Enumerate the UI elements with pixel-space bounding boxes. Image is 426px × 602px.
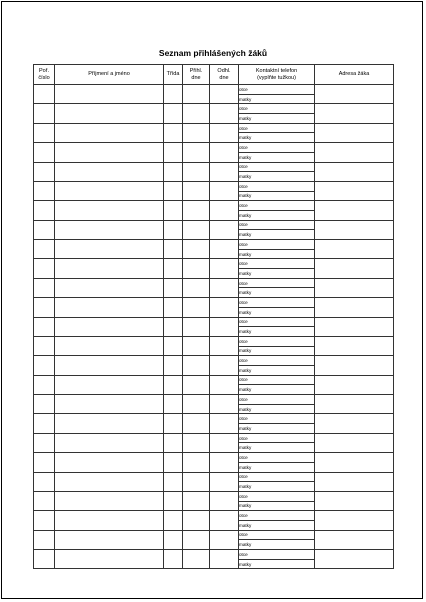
registered-date-cell[interactable] [183,123,210,142]
registered-date-cell[interactable] [183,259,210,278]
registered-date-cell[interactable] [183,491,210,510]
mother-phone-cell[interactable]: matky [239,482,315,492]
order-number-cell[interactable] [34,375,55,394]
address-cell[interactable] [315,550,394,569]
registered-date-cell[interactable] [183,162,210,181]
name-cell[interactable] [55,491,164,510]
order-number-cell[interactable] [34,511,55,530]
deregistered-date-cell[interactable] [210,395,239,414]
order-number-cell[interactable] [34,395,55,414]
name-cell[interactable] [55,356,164,375]
table-row [34,336,394,346]
deregistered-date-cell[interactable] [210,550,239,569]
class-cell[interactable] [164,375,183,394]
table-row [34,162,394,172]
class-cell[interactable] [164,491,183,510]
father-phone-cell[interactable]: otce [239,317,315,327]
address-cell[interactable] [315,375,394,394]
father-phone-cell[interactable]: otce [239,123,315,133]
mother-phone-cell[interactable]: matky [239,365,315,375]
table-row [34,491,394,501]
address-cell[interactable] [315,433,394,452]
class-cell[interactable] [164,123,183,142]
mother-phone-cell[interactable]: matky [239,520,315,530]
deregistered-date-cell[interactable] [210,511,239,530]
mother-phone-cell[interactable]: matky [239,540,315,550]
table-row [34,317,394,327]
father-phone-cell[interactable]: otce [239,240,315,250]
deregistered-date-cell[interactable] [210,433,239,452]
name-cell[interactable] [55,414,164,433]
order-number-cell[interactable] [34,298,55,317]
table-row [34,85,394,95]
class-cell[interactable] [164,453,183,472]
order-number-cell[interactable] [34,453,55,472]
order-number-cell[interactable] [34,85,55,104]
document-title: Seznam přihlášených žáků [158,48,268,58]
registered-date-cell[interactable] [183,550,210,569]
name-cell[interactable] [55,530,164,549]
order-number-cell[interactable] [34,123,55,142]
class-cell[interactable] [164,472,183,491]
order-number-cell[interactable] [34,201,55,220]
father-phone-cell[interactable]: otce [239,472,315,482]
table-row [34,453,394,463]
mother-phone-cell[interactable]: matky [239,172,315,182]
address-cell[interactable] [315,511,394,530]
order-number-cell[interactable] [34,550,55,569]
order-number-cell[interactable] [34,143,55,162]
father-phone-cell[interactable]: otce [239,259,315,269]
mother-phone-cell[interactable]: matky [239,288,315,298]
deregistered-date-cell[interactable] [210,453,239,472]
mother-phone-cell[interactable]: matky [239,191,315,201]
class-cell[interactable] [164,356,183,375]
class-cell[interactable] [164,414,183,433]
mother-phone-cell[interactable]: matky [239,404,315,414]
table-row [34,395,394,405]
deregistered-date-cell[interactable] [210,317,239,336]
order-number-cell[interactable] [34,356,55,375]
registered-date-cell[interactable] [183,472,210,491]
table-row [34,356,394,366]
deregistered-date-cell[interactable] [210,104,239,123]
father-phone-cell[interactable]: otce [239,85,315,95]
table-row [34,181,394,191]
registered-date-cell[interactable] [183,511,210,530]
order-number-cell[interactable] [34,162,55,181]
deregistered-date-cell[interactable] [210,278,239,297]
address-cell[interactable] [315,472,394,491]
registered-date-cell[interactable] [183,298,210,317]
deregistered-date-cell[interactable] [210,336,239,355]
address-cell[interactable] [315,104,394,123]
registered-date-cell[interactable] [183,530,210,549]
address-cell[interactable] [315,356,394,375]
address-cell[interactable] [315,220,394,239]
table-body [34,85,394,569]
deregistered-date-cell[interactable] [210,240,239,259]
mother-phone-cell[interactable]: matky [239,94,315,104]
father-phone-cell[interactable]: otce [239,220,315,230]
address-cell[interactable] [315,123,394,142]
mother-phone-cell[interactable]: matky [239,443,315,453]
address-cell[interactable] [315,278,394,297]
address-cell[interactable] [315,162,394,181]
registered-date-cell[interactable] [183,201,210,220]
father-phone-cell[interactable]: otce [239,162,315,172]
class-cell[interactable] [164,259,183,278]
order-number-cell[interactable] [34,181,55,200]
name-cell[interactable] [55,550,164,569]
mother-phone-cell[interactable]: matky [239,152,315,162]
mother-phone-cell[interactable]: matky [239,307,315,317]
header-contact-phone: Kontaktní telefon (vyplňte tužkou) [239,65,315,85]
class-cell[interactable] [164,298,183,317]
order-number-cell[interactable] [34,530,55,549]
deregistered-date-cell[interactable] [210,123,239,142]
class-cell[interactable] [164,104,183,123]
name-cell[interactable] [55,181,164,200]
deregistered-date-cell[interactable] [210,143,239,162]
address-cell[interactable] [315,317,394,336]
header-name: Příjmení a jméno [55,65,164,85]
deregistered-date-cell[interactable] [210,259,239,278]
deregistered-date-cell[interactable] [210,162,239,181]
name-cell[interactable] [55,240,164,259]
order-number-cell[interactable] [34,414,55,433]
table-row [34,550,394,560]
father-phone-cell[interactable]: otce [239,278,315,288]
registered-date-cell[interactable] [183,85,210,104]
table-row [34,143,394,153]
order-number-cell[interactable] [34,336,55,355]
name-cell[interactable] [55,104,164,123]
address-cell[interactable] [315,395,394,414]
mother-phone-cell[interactable]: matky [239,327,315,337]
registered-date-cell[interactable] [183,104,210,123]
address-cell[interactable] [315,143,394,162]
mother-phone-cell[interactable]: matky [239,462,315,472]
address-cell[interactable] [315,414,394,433]
deregistered-date-cell[interactable] [210,220,239,239]
name-cell[interactable] [55,220,164,239]
deregistered-date-cell[interactable] [210,85,239,104]
name-cell[interactable] [55,201,164,220]
table-row [34,104,394,114]
mother-phone-cell[interactable]: matky [239,114,315,124]
table-row [34,414,394,424]
name-cell[interactable] [55,259,164,278]
table-row [34,259,394,269]
registered-date-cell[interactable] [183,317,210,336]
name-cell[interactable] [55,123,164,142]
table-row [34,375,394,385]
deregistered-date-cell[interactable] [210,201,239,220]
registered-date-cell[interactable] [183,433,210,452]
address-cell[interactable] [315,85,394,104]
class-cell[interactable] [164,278,183,297]
father-phone-cell[interactable]: otce [239,550,315,560]
name-cell[interactable] [55,298,164,317]
class-cell[interactable] [164,143,183,162]
name-cell[interactable] [55,433,164,452]
table-row [34,220,394,230]
address-cell[interactable] [315,336,394,355]
address-cell[interactable] [315,240,394,259]
class-cell[interactable] [164,511,183,530]
registered-date-cell[interactable] [183,336,210,355]
father-phone-cell[interactable]: otce [239,395,315,405]
address-cell[interactable] [315,181,394,200]
order-number-cell[interactable] [34,278,55,297]
class-cell[interactable] [164,433,183,452]
registered-date-cell[interactable] [183,375,210,394]
deregistered-date-cell[interactable] [210,375,239,394]
mother-phone-cell[interactable]: matky [239,346,315,356]
order-number-cell[interactable] [34,472,55,491]
name-cell[interactable] [55,162,164,181]
deregistered-date-cell[interactable] [210,298,239,317]
header-class: Třída [164,65,183,85]
class-cell[interactable] [164,395,183,414]
father-phone-cell[interactable]: otce [239,298,315,308]
class-cell[interactable] [164,240,183,259]
name-cell[interactable] [55,453,164,472]
registered-date-cell[interactable] [183,278,210,297]
table-row [34,201,394,211]
mother-phone-cell[interactable]: matky [239,249,315,259]
order-number-cell[interactable] [34,104,55,123]
class-cell[interactable] [164,162,183,181]
order-number-cell[interactable] [34,433,55,452]
order-number-cell[interactable] [34,491,55,510]
class-cell[interactable] [164,530,183,549]
address-cell[interactable] [315,530,394,549]
mother-phone-cell[interactable]: matky [239,385,315,395]
father-phone-cell[interactable]: otce [239,356,315,366]
father-phone-cell[interactable]: otce [239,104,315,114]
mother-phone-cell[interactable]: matky [239,424,315,434]
name-cell[interactable] [55,511,164,530]
table-row [34,530,394,540]
table-row [34,472,394,482]
registered-date-cell[interactable] [183,143,210,162]
table-row [34,511,394,521]
name-cell[interactable] [55,472,164,491]
order-number-cell[interactable] [34,317,55,336]
table-row [34,123,394,133]
father-phone-cell[interactable]: otce [239,201,315,211]
mother-phone-cell[interactable]: matky [239,269,315,279]
name-cell[interactable] [55,85,164,104]
deregistered-date-cell[interactable] [210,472,239,491]
name-cell[interactable] [55,278,164,297]
father-phone-cell[interactable]: otce [239,375,315,385]
name-cell[interactable] [55,336,164,355]
mother-phone-cell[interactable]: matky [239,210,315,220]
header-order-number: Poř. číslo [34,65,55,85]
table-row [34,240,394,250]
class-cell[interactable] [164,201,183,220]
header-deregistered-date: Odhl. dne [210,65,239,85]
registered-date-cell[interactable] [183,240,210,259]
father-phone-cell[interactable]: otce [239,491,315,501]
mother-phone-cell[interactable]: matky [239,501,315,511]
address-cell[interactable] [315,491,394,510]
father-phone-cell[interactable]: otce [239,414,315,424]
father-phone-cell[interactable]: otce [239,143,315,153]
table-row [34,298,394,308]
table-row [34,278,394,288]
registered-date-cell[interactable] [183,414,210,433]
deregistered-date-cell[interactable] [210,356,239,375]
class-cell[interactable] [164,85,183,104]
deregistered-date-cell[interactable] [210,491,239,510]
mother-phone-cell[interactable]: matky [239,133,315,143]
order-number-cell[interactable] [34,220,55,239]
registered-date-cell[interactable] [183,453,210,472]
class-cell[interactable] [164,550,183,569]
father-phone-cell[interactable]: otce [239,453,315,463]
mother-phone-cell[interactable]: matky [239,559,315,569]
deregistered-date-cell[interactable] [210,530,239,549]
father-phone-cell[interactable]: otce [239,181,315,191]
student-roster-table [33,64,394,569]
class-cell[interactable] [164,220,183,239]
address-cell[interactable] [315,259,394,278]
table-row [34,433,394,443]
registered-date-cell[interactable] [183,220,210,239]
address-cell[interactable] [315,201,394,220]
name-cell[interactable] [55,143,164,162]
class-cell[interactable] [164,181,183,200]
class-cell[interactable] [164,336,183,355]
name-cell[interactable] [55,395,164,414]
name-cell[interactable] [55,375,164,394]
address-cell[interactable] [315,298,394,317]
registered-date-cell[interactable] [183,395,210,414]
header-address: Adresa žáka [315,65,394,85]
father-phone-cell[interactable]: otce [239,336,315,346]
father-phone-cell[interactable]: otce [239,433,315,443]
father-phone-cell[interactable]: otce [239,530,315,540]
mother-phone-cell[interactable]: matky [239,230,315,240]
deregistered-date-cell[interactable] [210,181,239,200]
class-cell[interactable] [164,317,183,336]
table-header-row [34,65,394,85]
registered-date-cell[interactable] [183,181,210,200]
order-number-cell[interactable] [34,259,55,278]
name-cell[interactable] [55,317,164,336]
registered-date-cell[interactable] [183,356,210,375]
deregistered-date-cell[interactable] [210,414,239,433]
address-cell[interactable] [315,453,394,472]
header-registered-date: Přihl. dne [183,65,210,85]
order-number-cell[interactable] [34,240,55,259]
father-phone-cell[interactable]: otce [239,511,315,521]
